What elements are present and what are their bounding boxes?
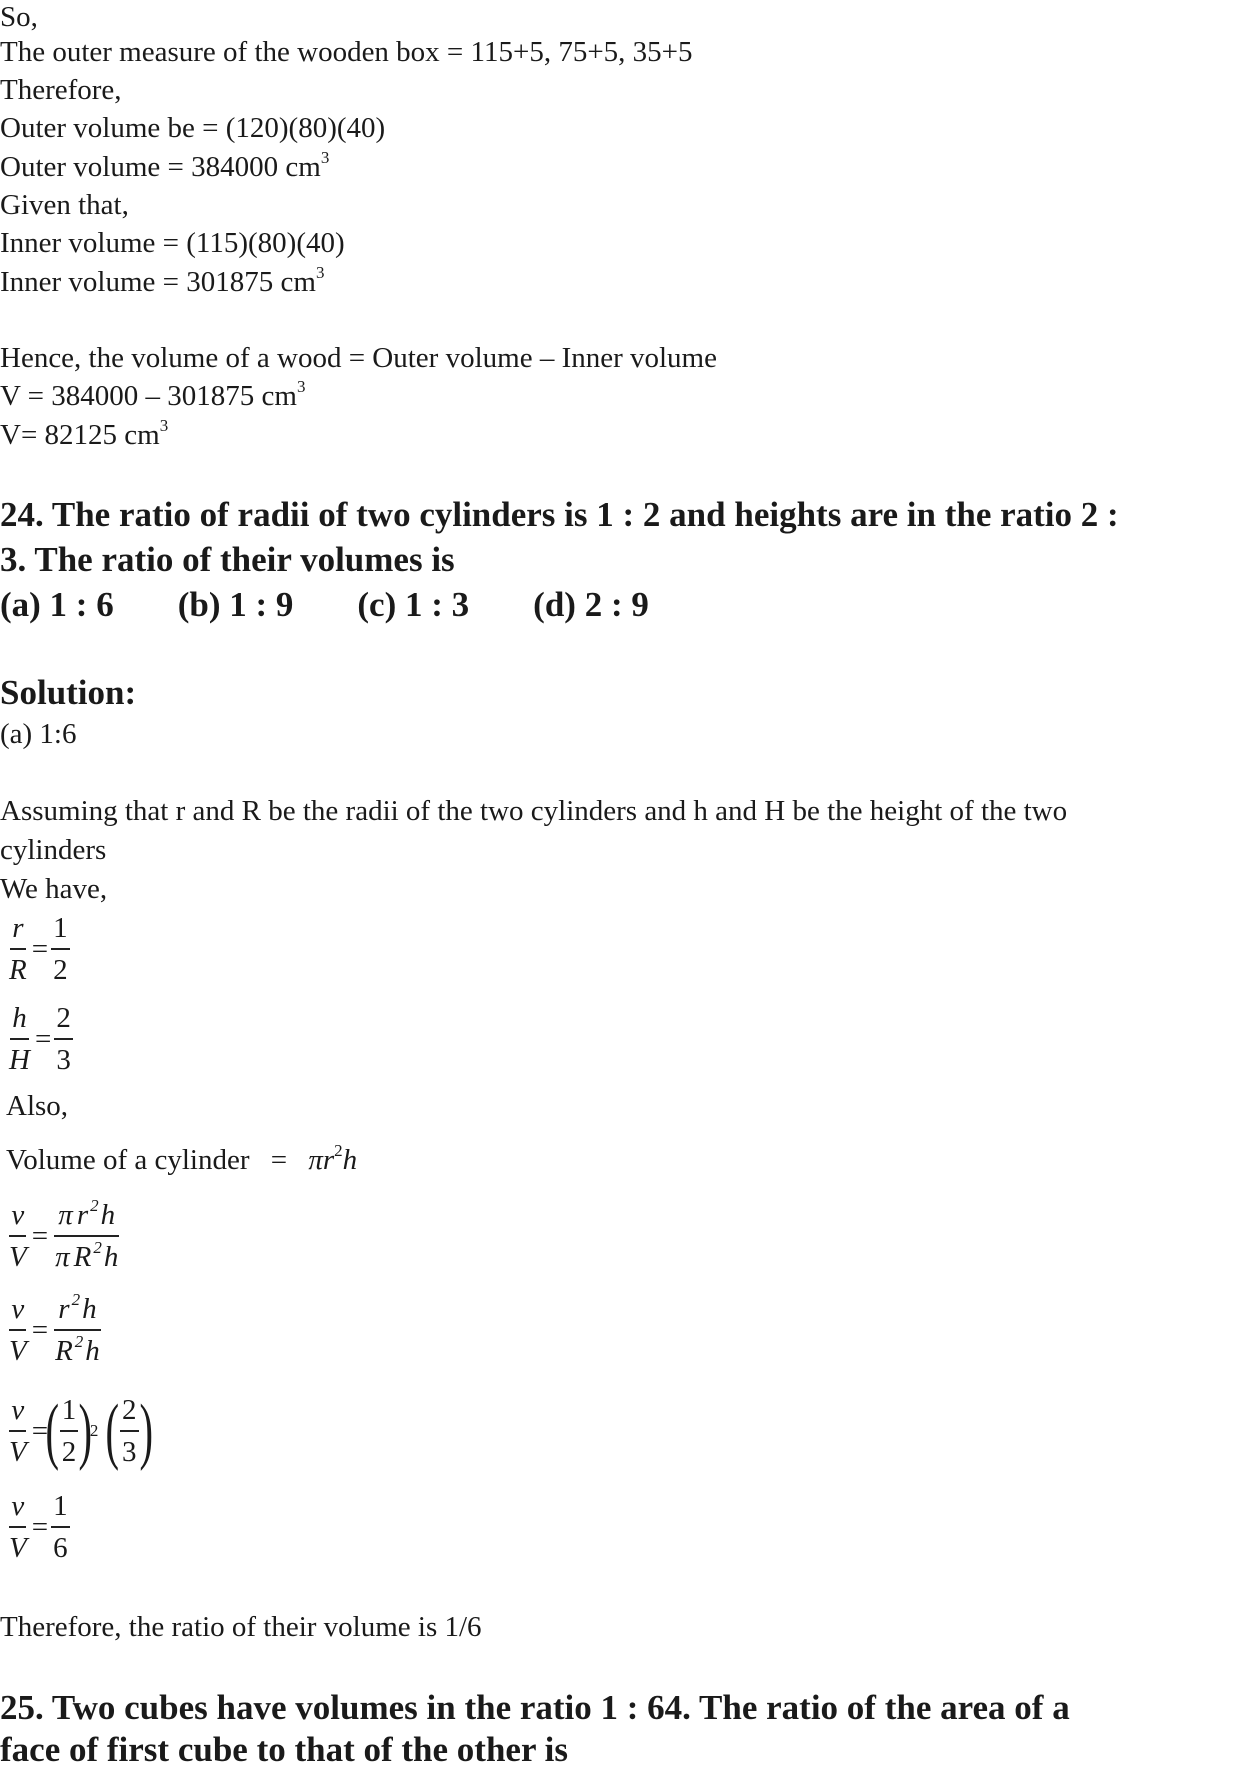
text-line: Given that, <box>0 189 129 221</box>
text: V= 82125 cm <box>0 419 160 451</box>
equation-volume-ratio-1 <box>4 1195 125 1277</box>
question-24-line2: 3. The ratio of their volumes is <box>0 540 455 579</box>
option-c: (c) 1 : 3 <box>357 585 470 624</box>
text: Volume of a cylinder <box>6 1144 250 1176</box>
num: 1 <box>60 1390 79 1432</box>
den: 2 <box>61 1436 77 1468</box>
equals: = <box>31 932 49 965</box>
num: r <box>10 908 25 950</box>
equation-r-ratio <box>4 908 73 990</box>
text-line: We have, <box>0 873 108 905</box>
den: H <box>9 1044 30 1076</box>
num: 2 <box>54 998 73 1040</box>
solution-heading: Solution: <box>0 673 137 712</box>
num: v <box>9 1195 26 1237</box>
den: 2 <box>53 954 68 986</box>
paren: ) <box>78 1390 93 1472</box>
den: R <box>9 954 27 986</box>
den: 6 <box>53 1532 68 1564</box>
text-line <box>0 265 324 299</box>
den: 3 <box>56 1044 71 1076</box>
num: h <box>10 998 29 1040</box>
num: 2 <box>120 1390 139 1432</box>
num: v <box>9 1390 26 1432</box>
equation-volume-ratio-3: $\frac{v}{V}$ = ( $\frac{1}{2}$ ) 2 ( $\frac{2}{3}$ ) <box>9 1390 153 1472</box>
pi: π <box>308 1144 323 1176</box>
answer: (a) 1:6 <box>0 718 77 750</box>
den: R $^2$h <box>55 1332 100 1367</box>
num: v <box>9 1289 26 1331</box>
paren: ( <box>105 1390 120 1472</box>
text-line: Also, <box>6 1090 69 1122</box>
num: v <box>9 1486 26 1528</box>
equals: = <box>270 1144 288 1176</box>
superscript: 3 <box>159 416 169 435</box>
superscript: 3 <box>296 377 306 396</box>
paren: ) <box>139 1390 153 1472</box>
equals: = <box>31 1219 49 1252</box>
den: V <box>9 1241 27 1273</box>
text-line: cylinders <box>0 834 107 866</box>
text-line: Assuming that r and R be the radii of the two cylinders and h and H be the height of the two <box>0 795 1068 827</box>
question-24-line1: 24. The ratio of radii of two cylinders is 1 : 2 and heights are in the ratio 2 : <box>0 495 1119 534</box>
conclusion: Therefore, the ratio of their volume is 1/6 <box>0 1611 482 1643</box>
paren: ( <box>45 1390 60 1472</box>
question-25-line2: face of first cube to that of the other is <box>0 1730 568 1769</box>
text: V = 384000 – 301875 cm <box>0 380 297 412</box>
den: V <box>9 1532 27 1564</box>
equals: = <box>31 1414 49 1447</box>
text-line <box>0 418 168 452</box>
superscript: 3 <box>320 148 330 167</box>
text: Outer volume = 384000 cm <box>0 151 321 183</box>
text-line: Inner volume = (115)(80)(40) <box>0 227 345 259</box>
num: 1 <box>51 908 70 950</box>
num: r $^2$h <box>54 1289 100 1331</box>
text-line: Outer volume be = (120)(80)(40) <box>0 112 386 144</box>
superscript: 2 <box>334 1141 343 1160</box>
equals: = <box>34 1022 52 1055</box>
h: h <box>342 1144 358 1176</box>
option-a: (a) 1 : 6 <box>0 585 114 624</box>
text: Inner volume = 301875 cm <box>0 266 316 298</box>
r: r <box>322 1144 335 1176</box>
question-24-options <box>0 585 713 625</box>
num: π r $^2$h <box>54 1195 119 1237</box>
den: V <box>9 1436 27 1468</box>
num: 1 <box>51 1486 70 1528</box>
equals: = <box>31 1510 49 1543</box>
equation-volume-ratio-2 <box>4 1289 107 1371</box>
text-line <box>0 150 329 184</box>
den: V <box>9 1335 27 1367</box>
den: π R $^2$h <box>55 1238 119 1273</box>
equals: = <box>31 1313 49 1346</box>
superscript: 3 <box>315 263 325 282</box>
equation-volume-ratio-4 <box>4 1486 73 1568</box>
text-line <box>0 379 305 413</box>
text-line: Hence, the volume of a wood = Outer volume – Inner volume <box>0 342 717 374</box>
option-d: (d) 2 : 9 <box>533 585 649 624</box>
den: 3 <box>122 1436 137 1468</box>
text-line: So, <box>0 1 38 33</box>
option-b: (b) 1 : 9 <box>177 585 294 624</box>
text-line: Therefore, <box>0 74 122 106</box>
text-line: The outer measure of the wooden box = 115+5, 75+5, 35+5 <box>0 36 693 68</box>
volume-formula <box>6 1143 357 1177</box>
equation-h-ratio <box>4 998 76 1080</box>
question-25-line1: 25. Two cubes have volumes in the ratio 1 : 64. The ratio of the area of a <box>0 1688 1070 1727</box>
